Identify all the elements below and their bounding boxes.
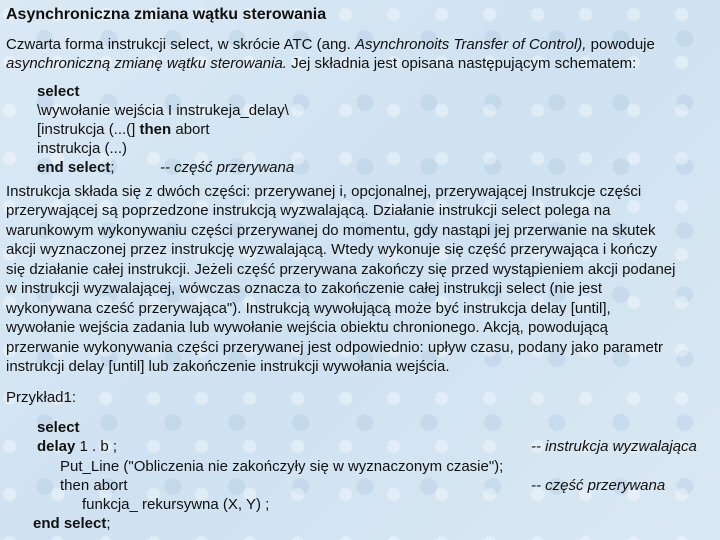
body-line: akcji wyznaczonej przez instrukcję wyzwalającą. Wtedy wykonuje się część przerywająca i kończy <box>6 241 658 258</box>
example-comment-interrupted: -- część przerywana <box>531 477 666 494</box>
body-line: przerwanie wykonywania części przerywanej jest odpowiednio: upływ czasu, podany jako parametr <box>6 339 663 356</box>
body-line: wykonywana cześć przerywająca"). Instrukcją wywołującą może być instrukcja delay [until], <box>6 300 611 317</box>
example-end-select: end select; <box>33 515 111 532</box>
page-title: Asynchroniczna zmiana wątku sterowania <box>6 6 327 23</box>
schema-instr-b: instrukcja (...) <box>37 140 128 157</box>
example-delay: delay 1 . b ; <box>37 438 118 455</box>
example-select: select <box>37 419 80 436</box>
schema-instr-a: [instrukcja (...(] then abort <box>37 121 210 138</box>
example-label: Przykład1: <box>6 389 77 406</box>
intro-text: powoduje <box>586 36 655 53</box>
example-func: funkcja_ rekursywna (X, Y) ; <box>82 496 270 513</box>
body-line: warunkowym wykonywaniu części przerywanej do momentu, gdy nastąpi jej przerwanie na skutek <box>6 222 656 239</box>
example-put-line: Put_Line ("Obliczenia nie zakończyły się w wyznaczonym czasie"); <box>60 458 504 475</box>
schema-call: \wywołanie wejścia I instrukeja_delay\ <box>37 102 289 119</box>
body-line: Instrukcja składa się z dwóch części: przerywanej i, opcjonalnej, przerywającej Instrukcje części <box>6 183 642 200</box>
intro-text: Czwarta forma instrukcji select, w skrócie ATC (ang. <box>6 36 355 53</box>
intro-italic: Asynchronoits Transfer of Control), <box>354 36 587 53</box>
example-comment-trigger: -- instrukcja wyzwalająca <box>531 438 697 455</box>
body-line: instrukcji delay [until] lub zakończenie instrukcji wywołania wejścia. <box>6 358 450 375</box>
intro-text: Jej składnia jest opisana następującym schematem: <box>286 55 637 72</box>
body-line: się działanie całej instrukcji. Jeżeli część przerywana zakończy się przed wystąpieniem akcji podanej <box>6 261 676 278</box>
body-line: w instrukcji wyzwalającej, wówczas oznacza to zakończenie całej instrukcji select (nie jest <box>6 280 603 297</box>
intro-italic: asynchroniczną zmianę wątku sterowania. <box>6 55 287 72</box>
schema-end-select: end select; <box>37 159 115 176</box>
schema-select: select <box>37 83 80 100</box>
body-line: wywołanie wejścia zadania lub wywołanie wejścia obiektu chronionego. Akcją, powodującą <box>6 319 609 336</box>
intro-line-2 <box>6 55 636 72</box>
body-line: przerywającej są poprzedzone instrukcją wyzwalającą. Działanie instrukcji select polega na <box>6 202 611 219</box>
example-then-abort: then abort <box>60 477 128 494</box>
intro-line-1 <box>6 36 655 53</box>
schema-comment: -- część przerywana <box>160 159 295 176</box>
